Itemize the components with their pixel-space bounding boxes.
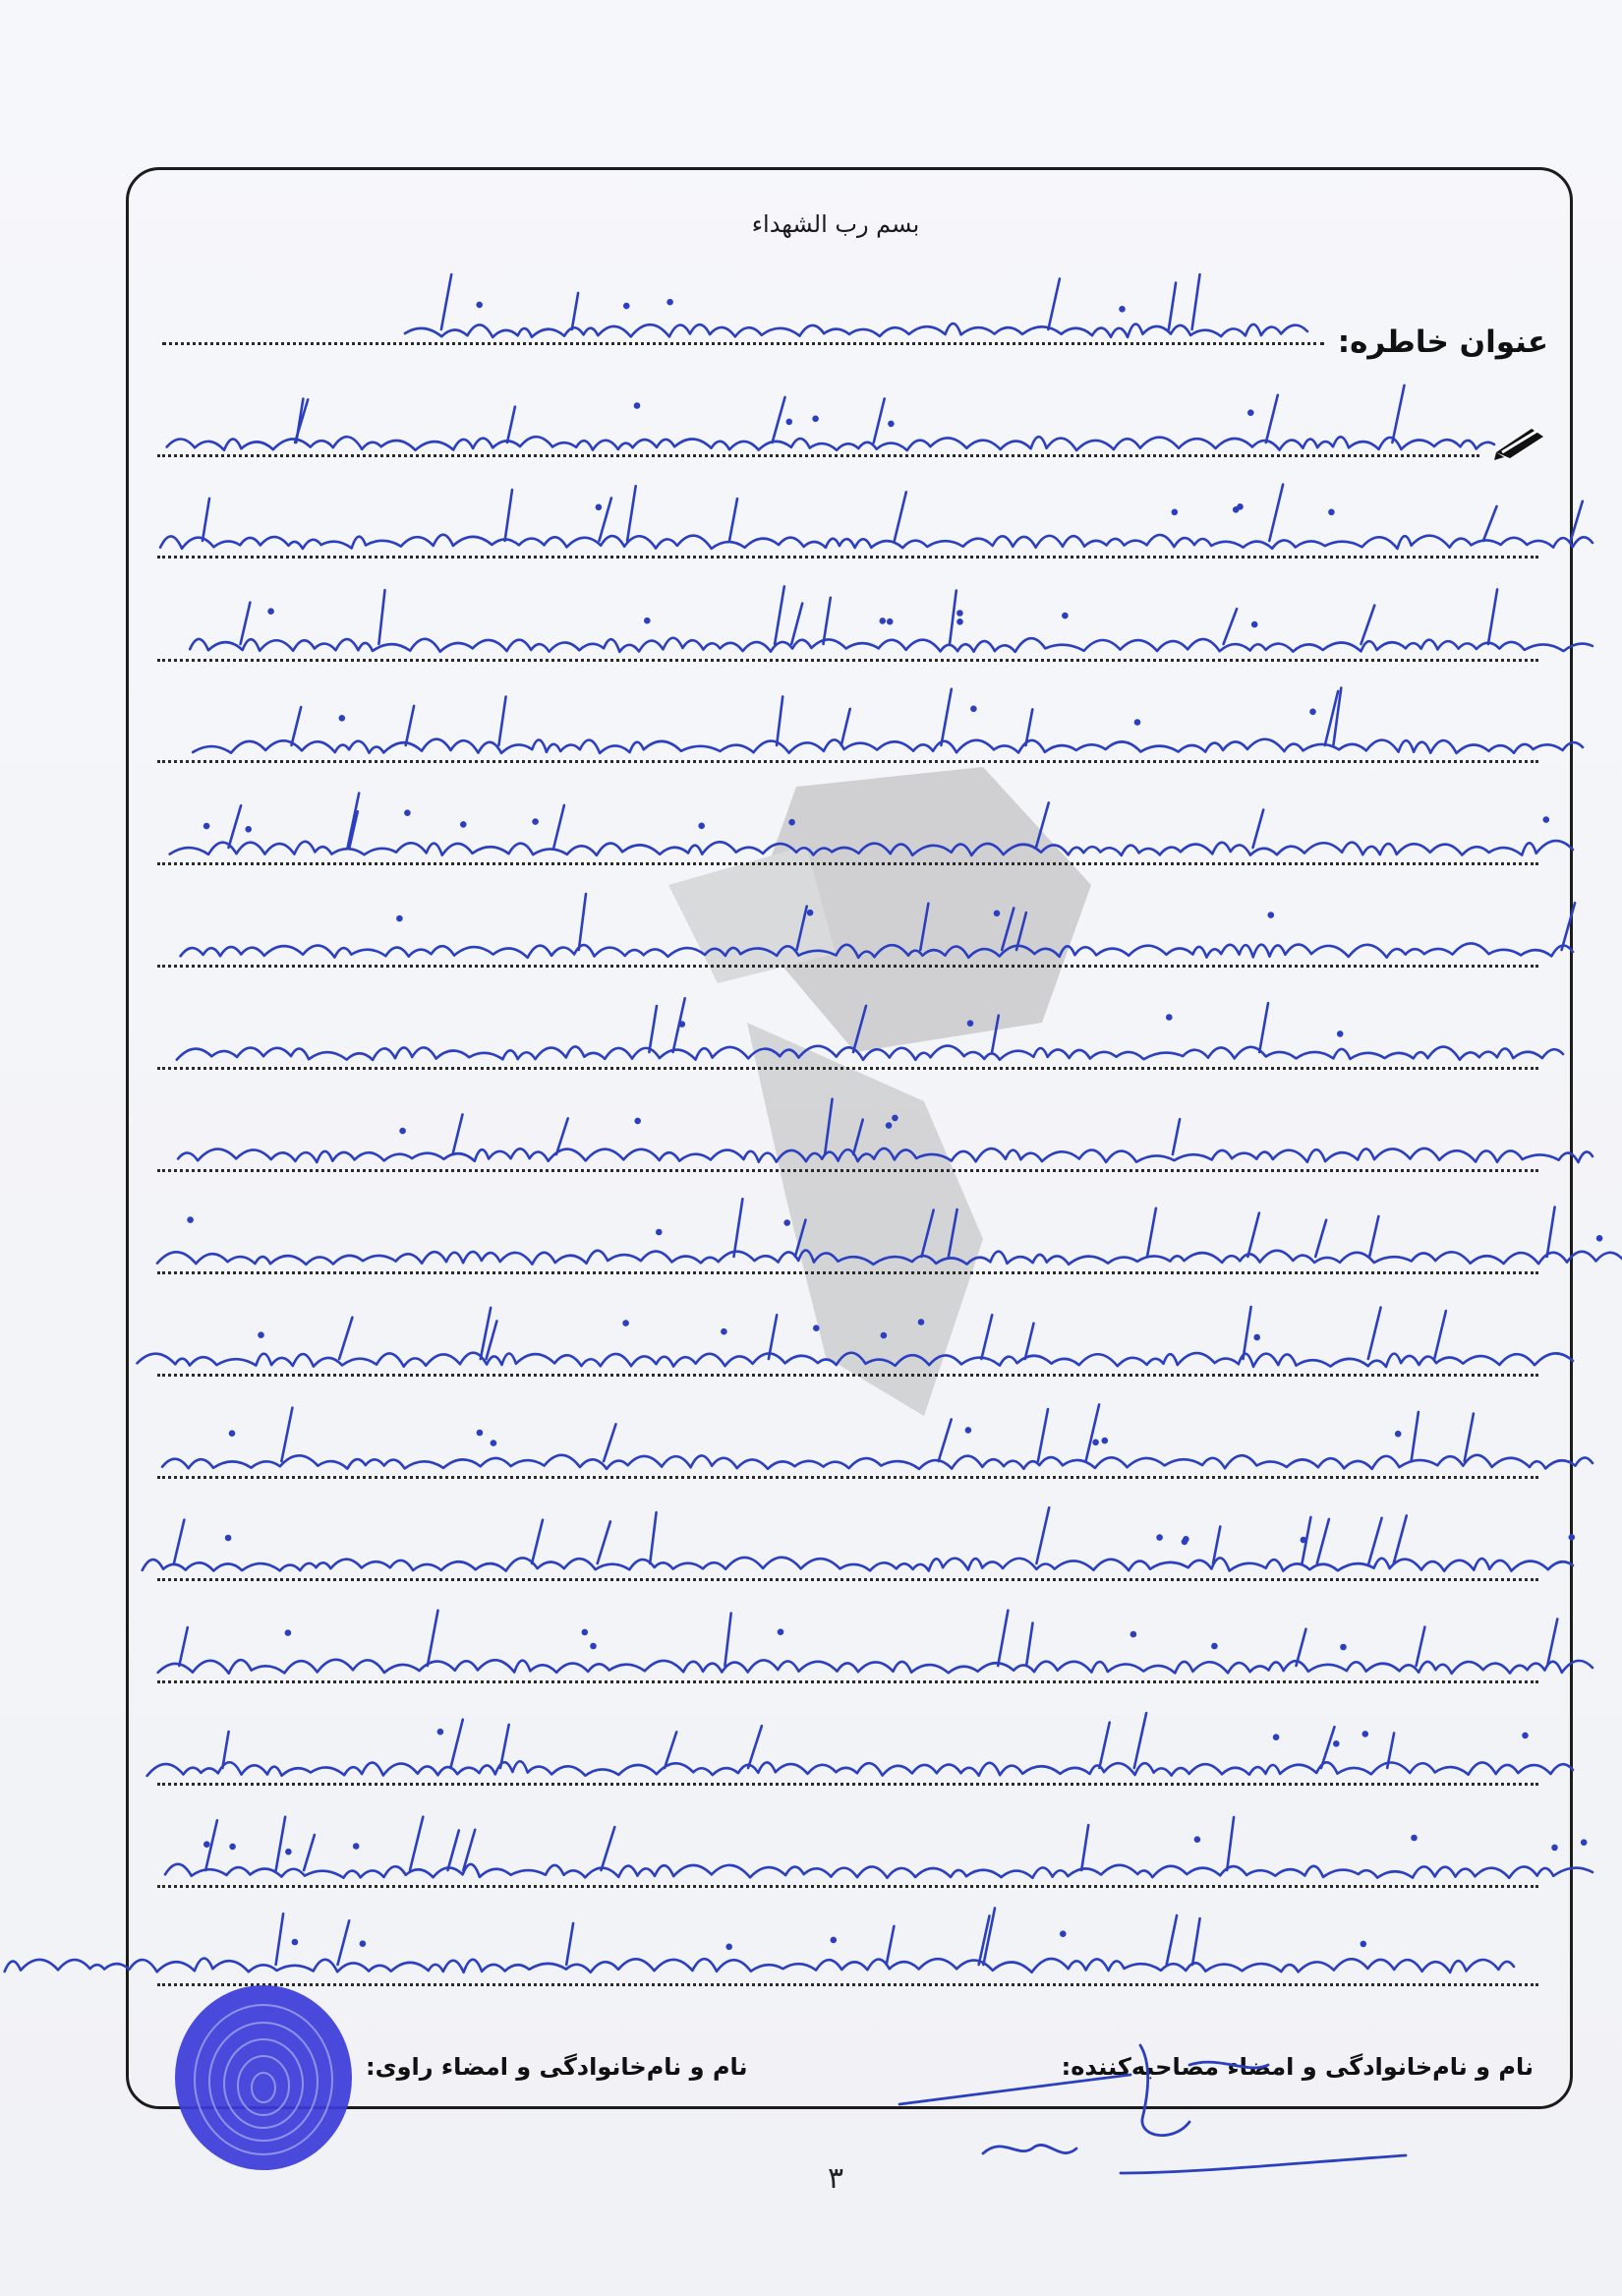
handwriting-dot [808, 911, 812, 914]
handwriting-stroke [748, 1726, 762, 1768]
handwriting-stroke [825, 1099, 833, 1154]
handwriting-dot [635, 404, 639, 408]
handwriting-dot [1597, 1236, 1601, 1240]
handwriting-dot [226, 1536, 230, 1540]
handwriting-stroke [281, 1408, 292, 1461]
handwriting-stroke [1488, 589, 1497, 644]
handwriting-dot [1248, 411, 1252, 415]
handwriting-dot [814, 417, 818, 421]
handwriting-stroke [797, 907, 807, 950]
handwriting-dot [814, 1326, 818, 1330]
handwriting-stroke [1227, 1817, 1234, 1870]
handwriting-stroke [992, 1016, 999, 1052]
handwriting-dot [1338, 1031, 1342, 1035]
handwriting-dot [1135, 721, 1139, 725]
handwriting-stroke [348, 794, 360, 848]
handwriting-dot [286, 1850, 290, 1854]
handwriting-stroke [428, 1611, 438, 1666]
handwriting-dot [478, 1431, 482, 1435]
narrator-signature-label: نام و نام‌خانوادگی و امضاء راوی: [366, 2053, 748, 2081]
handwriting-dot [832, 1938, 836, 1942]
handwriting-dot [478, 303, 482, 307]
handwriting-stroke [1048, 279, 1060, 330]
handwriting-stroke [165, 1864, 1593, 1878]
handwriting-stroke [1483, 506, 1497, 541]
interviewer-signature-label: نام و نام‌خانوادگی و امضاء مصاحبه‌کننده: [1061, 2053, 1534, 2081]
handwriting-dot [968, 1022, 972, 1026]
handwriting-stroke [1361, 606, 1375, 644]
handwriting-dot [1396, 1432, 1400, 1436]
handwriting-stroke [158, 1660, 1593, 1674]
handwriting-dot [680, 1023, 684, 1027]
handwriting-stroke [1169, 283, 1176, 329]
handwriting-dot [887, 1124, 891, 1128]
handwriting-dot [722, 1329, 725, 1333]
handwriting-stroke [824, 598, 831, 644]
handwriting-stroke [1266, 395, 1278, 442]
handwriting-dot [785, 1221, 789, 1225]
handwriting-stroke [734, 1199, 743, 1257]
handwriting-dot [1311, 710, 1315, 714]
handwriting-stroke [338, 1920, 350, 1965]
handwriting-dot [1361, 1942, 1365, 1946]
handwriting-stroke [170, 841, 1573, 855]
basmala-header: بسم رب الشهداء [751, 210, 920, 238]
handwriting-stroke [1412, 1412, 1419, 1461]
handwriting-stroke [143, 1558, 1573, 1571]
handwriting-stroke [773, 397, 785, 442]
handwriting-dot [1582, 1841, 1586, 1845]
handwriting-stroke [1417, 1627, 1425, 1666]
handwriting-stroke [649, 1006, 657, 1052]
handwriting-stroke [1368, 1518, 1381, 1563]
handwriting-stroke [276, 1817, 285, 1870]
handwriting-dot [1121, 307, 1125, 311]
handwriting-stroke [1036, 802, 1049, 848]
signature-mark [895, 2026, 1425, 2193]
handwriting-stroke [406, 706, 414, 745]
handwriting-dot [1063, 614, 1067, 618]
handwriting-dot [1173, 510, 1177, 514]
handwriting-dot [1239, 504, 1243, 508]
handwriting-dot [247, 827, 251, 831]
handwriting-dot [624, 304, 628, 308]
handwriting-stroke [1247, 1213, 1259, 1257]
handwriting-dot [438, 1730, 442, 1734]
handwriting-stroke [1086, 1404, 1100, 1461]
handwriting-stroke [650, 1512, 656, 1563]
handwriting-dot [461, 822, 465, 826]
handwriting-dot [1269, 913, 1273, 917]
handwriting-stroke [147, 1761, 1573, 1776]
handwriting-stroke [292, 707, 302, 745]
handwriting-stroke [241, 603, 251, 644]
handwriting-dot [597, 505, 601, 509]
handwriting-stroke [1147, 1208, 1156, 1257]
handwriting-dot [269, 610, 273, 614]
page-number: ۳ [827, 2161, 844, 2196]
handwriting-stroke [498, 697, 505, 746]
handwriting-stroke [1434, 1311, 1446, 1359]
handwriting-stroke [1465, 1414, 1474, 1461]
handwriting-dot [1302, 1538, 1305, 1542]
handwriting-dot [668, 300, 672, 304]
handwriting-stroke [939, 1420, 952, 1462]
handwriting-dot [657, 1230, 661, 1234]
handwriting-stroke [203, 499, 209, 541]
fingerprint-mark [167, 1981, 359, 2173]
handwriting-stroke [627, 486, 636, 541]
handwriting-stroke [1134, 1713, 1146, 1768]
handwriting-stroke [177, 1046, 1563, 1060]
handwriting-dot [361, 1942, 365, 1946]
handwriting-stroke [602, 1827, 615, 1870]
handwriting-dot [1544, 818, 1548, 822]
handwriting-dot [583, 1630, 587, 1634]
handwriting-stroke [724, 1614, 730, 1666]
handwriting-dot [893, 1116, 897, 1120]
handwriting-stroke [1173, 1119, 1180, 1154]
handwriting-stroke [600, 499, 611, 542]
handwriting-dot [1167, 1016, 1171, 1020]
handwriting-stroke [138, 1353, 1574, 1367]
handwriting-stroke [553, 805, 564, 848]
handwriting-stroke [1192, 274, 1200, 329]
handwriting-stroke [304, 1835, 315, 1870]
handwriting-stroke [1038, 1409, 1048, 1461]
handwriting-dot [1334, 1741, 1338, 1745]
handwriting-stroke [178, 1148, 1593, 1162]
handwriting-stroke [853, 1120, 863, 1154]
handwriting-dot [636, 1119, 640, 1123]
handwriting-dot [1131, 1632, 1135, 1636]
handwriting-stroke [448, 1831, 459, 1871]
handwriting-stroke [729, 499, 737, 541]
handwriting-stroke [1269, 485, 1283, 541]
handwriting-stroke [1571, 501, 1583, 541]
handwriting-stroke [1036, 1507, 1049, 1563]
handwriting-stroke [1259, 1003, 1268, 1052]
handwriting-stroke [853, 1006, 866, 1052]
handwriting-stroke [1562, 903, 1576, 950]
handwriting-stroke [532, 1520, 543, 1563]
handwriting-dot [645, 618, 649, 622]
handwriting-stroke [229, 805, 242, 848]
handwriting-stroke [276, 1913, 284, 1965]
handwriting-dot [995, 912, 999, 915]
handwriting-dot [1195, 1838, 1199, 1842]
handwriting-dot [534, 820, 538, 824]
handwriting-stroke [167, 437, 1494, 450]
handwriting-dot [1061, 1932, 1065, 1936]
handwriting-dot [1553, 1846, 1557, 1850]
handwriting-stroke [441, 274, 451, 329]
handwriting-stroke [791, 604, 802, 644]
handwriting-dot [971, 707, 975, 711]
handwriting-stroke [598, 1521, 610, 1563]
handwriting-dot [354, 1845, 358, 1849]
handwriting-stroke [507, 407, 515, 442]
handwriting-dot [1329, 510, 1333, 514]
handwriting-dot [1252, 622, 1256, 626]
handwriting-dot [624, 1322, 628, 1325]
handwriting-dot [888, 619, 892, 623]
handwriting-stroke [1253, 810, 1264, 848]
handwriting-stroke [874, 398, 885, 442]
handwriting-dot [919, 1321, 923, 1325]
handwriting-dot [405, 811, 409, 815]
handwriting-stroke [160, 535, 1593, 549]
memory-title-label: عنوان خاطره: [1337, 324, 1548, 360]
handwriting-dot [1158, 1536, 1162, 1540]
handwriting-stroke [1368, 1308, 1381, 1359]
handwriting-stroke [5, 1959, 1514, 1972]
handwriting-stroke [981, 1315, 992, 1359]
handwriting-dot [1184, 1537, 1188, 1541]
handwriting-dot [1342, 1645, 1346, 1649]
handwriting-dot [790, 820, 794, 824]
handwriting-stroke [941, 689, 951, 745]
handwriting-stroke [949, 1209, 957, 1257]
handwriting-stroke [922, 1210, 934, 1257]
handwriting-dot [397, 916, 401, 920]
handwriting-stroke [1547, 1207, 1555, 1258]
handwriting-dot [957, 612, 961, 616]
handwriting-dot [260, 1333, 263, 1337]
handwriting-dot [958, 619, 962, 623]
handwriting-stroke [579, 894, 586, 950]
handwriting-dot [1524, 1734, 1528, 1737]
handwriting-stroke [998, 1611, 1008, 1666]
handwriting-stroke [841, 709, 850, 745]
handwriting-stroke [950, 591, 956, 645]
handwriting-stroke [453, 1114, 463, 1154]
handwriting-dot [1413, 1836, 1417, 1840]
handwriting-dot [293, 1940, 297, 1944]
handwriting-stroke [572, 293, 578, 329]
handwriting-stroke [410, 1817, 423, 1870]
handwriting-dot [727, 1945, 731, 1949]
handwriting-stroke [1002, 909, 1014, 951]
handwriting-dot [1274, 1736, 1278, 1739]
handwriting-dot [1255, 1335, 1259, 1339]
handwriting-stroke [1016, 913, 1026, 950]
handwriting-stroke [505, 490, 512, 541]
handwriting-stroke [339, 1318, 352, 1359]
handwriting-stroke [405, 324, 1307, 337]
handwriting-dot [340, 716, 344, 720]
handwriting-dot [889, 422, 893, 426]
handwriting-stroke [190, 638, 1593, 652]
handwriting-stroke [1167, 1915, 1177, 1965]
handwriting-stroke [777, 696, 782, 745]
handwriting-dot [189, 1218, 193, 1222]
handwriting-stroke [179, 1627, 188, 1666]
handwriting-stroke [1315, 1220, 1326, 1257]
handwriting-dot [231, 1845, 235, 1849]
handwriting-dot [1094, 1441, 1098, 1444]
handwriting-dot [230, 1432, 234, 1436]
handwriting-dot [286, 1631, 290, 1635]
handwriting-dot [881, 618, 885, 622]
handwriting-stroke [1317, 1519, 1329, 1563]
handwriting-stroke [769, 1315, 777, 1359]
handwriting-dot [492, 1442, 495, 1445]
handwriting-stroke [1099, 1723, 1109, 1768]
handwriting-stroke [895, 492, 906, 541]
handwriting-stroke [1394, 1515, 1407, 1563]
handwriting-stroke [1026, 1623, 1032, 1666]
handwriting-stroke [775, 586, 784, 644]
handwriting-stroke [1547, 1619, 1557, 1667]
handwriting-stroke [1297, 1629, 1306, 1666]
handwriting-dot [1234, 507, 1238, 511]
handwriting-dot [204, 824, 208, 828]
handwriting-stroke [1025, 1324, 1034, 1359]
handwriting-dot [779, 1630, 782, 1634]
handwriting-dot [787, 420, 791, 424]
handwriting-dot [1363, 1732, 1367, 1736]
handwriting-dot [204, 1843, 208, 1847]
handwriting-dot [1212, 1644, 1216, 1648]
handwriting-dot [592, 1644, 596, 1648]
handwriting-stroke [1192, 1918, 1200, 1965]
handwriting-stroke [1224, 609, 1238, 644]
handwriting-stroke [920, 904, 928, 950]
handwriting-dot [1570, 1535, 1574, 1539]
handwriting-stroke [174, 1520, 185, 1563]
handwriting-dot [966, 1428, 970, 1432]
handwriting-stroke [378, 590, 384, 644]
handwriting-stroke [1081, 1825, 1088, 1870]
handwriting-dot [401, 1129, 405, 1133]
handwriting-stroke [1244, 1307, 1251, 1359]
handwriting-stroke [193, 739, 1583, 753]
handwriting-dot [700, 824, 704, 828]
handwriting-stroke [566, 1923, 573, 1965]
handwriting-dot [1103, 1439, 1107, 1442]
handwriting-stroke [157, 1250, 1622, 1264]
handwriting-stroke [604, 1424, 615, 1461]
handwriting-dot [882, 1333, 886, 1337]
handwriting-stroke [450, 1720, 462, 1768]
handwriting-stroke [181, 943, 1573, 958]
handwriting-stroke [162, 1455, 1593, 1469]
handwriting-stroke [1369, 1216, 1378, 1257]
handwriting-stroke [1392, 385, 1404, 442]
handwriting-stroke [887, 1926, 895, 1965]
